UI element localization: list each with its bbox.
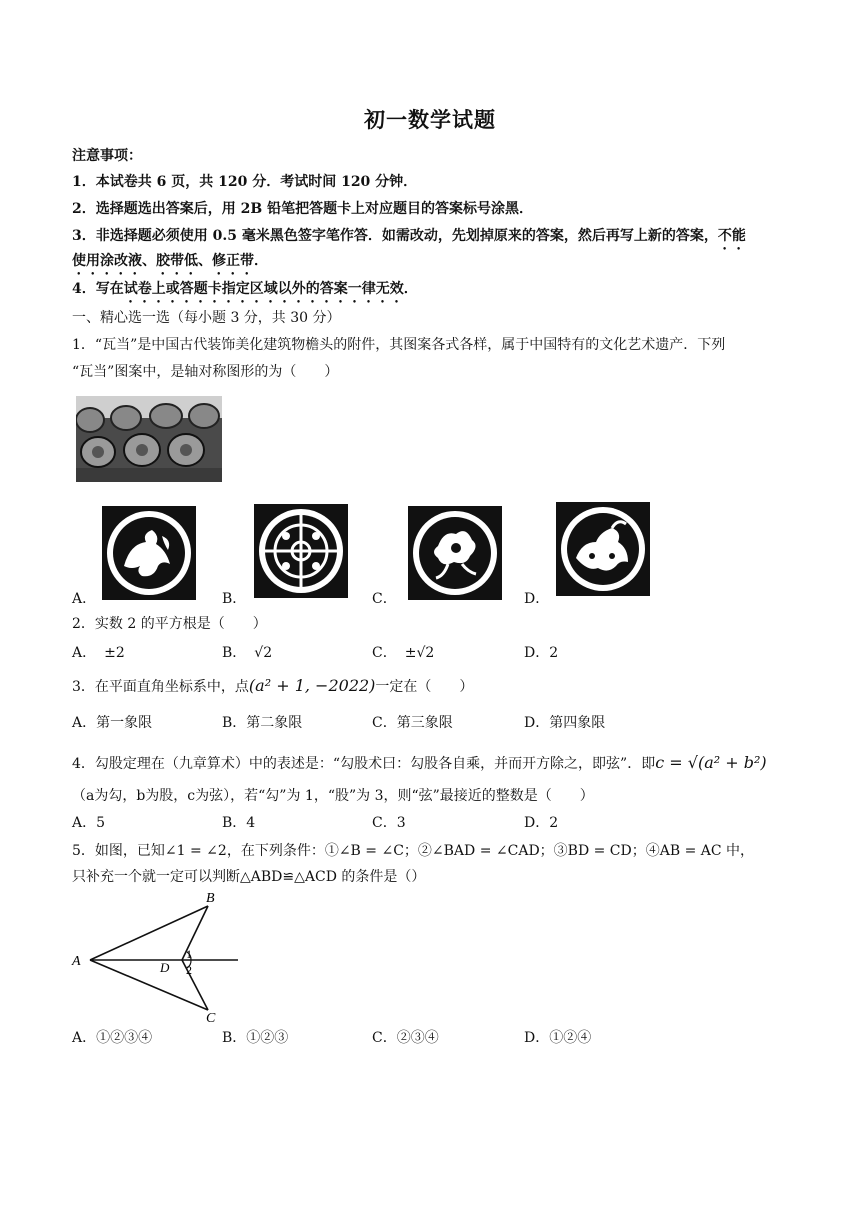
q2-option-c-label: C． — [372, 645, 397, 661]
q1-line-1: 1．“瓦当”是中国古代装饰美化建筑物檐头的附件，其图案各式各样，属于中国特有的文化艺术遗产．下列 — [72, 337, 726, 353]
q3-stem-start: 3．在平面直角坐标系中，点 — [72, 679, 249, 695]
label-angle-1: 1 — [186, 947, 192, 961]
q1-option-c: C． — [372, 591, 397, 607]
wadang-tile-b — [254, 504, 348, 598]
q5-option-a: A．①②③④ — [72, 1030, 153, 1046]
notice-item-4-emphasis: 试卷上或答题卡指定区域以外的答案一律无效 — [123, 281, 404, 297]
label-b: B — [206, 891, 215, 906]
q3-stem — [72, 676, 473, 696]
q2-option-b-label: B． — [222, 645, 247, 661]
notice-item-3 — [72, 225, 746, 253]
q4-option-a: A．5 — [72, 815, 106, 831]
q4-line-1-text: 4．勾股定理在（九章算术）中的表述是：“勾股术曰：勾股各自乘，并而开方除之，即弦”．即 — [72, 756, 656, 772]
q2-stem: 2．实数 2 的平方根是（ ） — [72, 616, 267, 632]
q4-option-d: D．2 — [524, 815, 559, 831]
notice-item-4 — [72, 278, 418, 306]
notice-heading: 注意事项： — [72, 148, 142, 164]
q5-line-2: 只补充一个就一定可以判断△ABD≌△ACD 的条件是（） — [72, 869, 426, 885]
q2-option-a-label: A． — [72, 645, 97, 661]
q1-option-a: A． — [72, 591, 97, 607]
label-c: C — [206, 1011, 216, 1024]
notice-item-4-text: 4．写在 — [72, 281, 124, 297]
label-d: D — [160, 960, 170, 975]
notice-item-1: 1．本试卷共 6 页，共 120 分．考试时间 120 分钟． — [72, 174, 418, 190]
notice-item-3-emphasis: 不能 — [717, 228, 746, 244]
q2-option-b — [222, 642, 272, 662]
wadang-tile-a — [102, 506, 196, 600]
q1-option-b: B． — [222, 591, 247, 607]
section-heading: 一、精心选一选（每小题 3 分，共 30 分） — [72, 310, 341, 326]
q2-option-b-value: √2 — [254, 645, 273, 661]
q3-option-c: C．第三象限 — [372, 715, 453, 731]
wadang-tile-d — [556, 502, 650, 596]
q1-option-d: D． — [524, 591, 550, 607]
q3-option-b: B．第二象限 — [222, 715, 303, 731]
q5-option-c: C．②③④ — [372, 1030, 439, 1046]
q1-line-2: “瓦当”图案中，是轴对称图形的为（ ） — [72, 364, 339, 380]
q2-option-c-value: ±√2 — [404, 645, 435, 661]
notice-item-3-emphasis-2: 使用涂改液、胶带低、修正带 — [72, 253, 254, 269]
q4-line-2: （a为勾，b为股，c为弦），若“勾”为 1，“股”为 3，则“弦”最接近的整数是（ ） — [72, 788, 594, 804]
notice-item-4-end: ． — [403, 281, 418, 297]
q5-option-b: B．①②③ — [222, 1030, 289, 1046]
page-title: 初一数学试题 — [364, 107, 496, 132]
q5-line-1: 5．如图，已知∠1 = ∠2，在下列条件：①∠B = ∠C；②∠BAD = ∠CAD；③BD = CD；④AB = AC 中， — [72, 843, 755, 859]
q2-option-d: D．2 — [524, 645, 559, 661]
q5-geometry-figure — [70, 888, 245, 1028]
q3-option-a: A．第一象限 — [72, 715, 153, 731]
wadang-tile-c — [408, 506, 502, 600]
wadang-roof-photo — [76, 396, 222, 482]
q2-option-a — [72, 642, 125, 662]
q3-option-d: D．第四象限 — [524, 715, 606, 731]
label-a: A — [72, 954, 81, 969]
label-angle-2: 2 — [186, 963, 192, 977]
q3-stem-end: 一定在（ ） — [375, 679, 474, 695]
q5-option-d: D．①②④ — [524, 1030, 592, 1046]
q3-point: (a² + 1, −2022) — [248, 676, 376, 695]
notice-item-3-end: ． — [254, 253, 268, 269]
notice-item-2: 2．选择题选出答案后，用 2B 铅笔把答题卡上对应题目的答案标号涂黑． — [72, 201, 534, 217]
notice-item-3-cont — [72, 250, 268, 278]
q4-formula: c = √(a² + b²) — [655, 753, 767, 772]
q4-option-b: B．4 — [222, 815, 256, 831]
notice-item-3-text: 3．非选择题必须使用 0.5 毫米黑色签字笔作答．如需改动，先划掉原来的答案，然后再写上新的答案， — [72, 228, 718, 244]
q2-option-c — [372, 642, 434, 662]
q2-option-a-value: ±2 — [104, 645, 125, 661]
q4-line-1 — [72, 753, 767, 773]
q4-option-c: C．3 — [372, 815, 406, 831]
